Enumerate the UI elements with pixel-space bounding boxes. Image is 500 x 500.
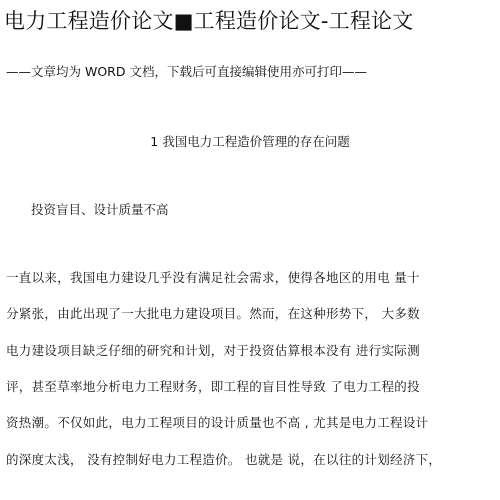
body-text-line: 评，甚至草率地分析电力工程财务，即工程的盲目性导致 了电力工程的投	[6, 379, 420, 394]
body-text-line: 的深度太浅， 没有控制好电力工程造价。 也就是 说，在以往的计划经济下，	[6, 452, 442, 467]
body-text-line: 资热潮。不仅如此，电力工程项目的设计质量也不高 , 尤其是电力工程设计	[6, 415, 429, 430]
document-subtitle: ——文章均为 WORD 文档，下载后可直接编辑使用亦可打印——	[6, 64, 367, 79]
document-title: 电力工程造价论文■工程造价论文-工程论文	[4, 9, 414, 33]
sub-heading: 投资盲目、设计质量不高	[31, 202, 169, 217]
body-text-line: 一直以来，我国电力建设几乎没有满足社会需求，使得各地区的用电 量十	[6, 270, 420, 285]
section-heading: 1 我国电力工程造价管理的存在问题	[150, 134, 350, 149]
body-text-line: 分紧张，由此出现了一大批电力建设项目。然而，在这种形势下， 大多数	[6, 306, 420, 321]
body-text-line: 电力建设项目缺乏仔细的研究和计划，对于投资估算根本没有 进行实际测	[6, 343, 420, 358]
